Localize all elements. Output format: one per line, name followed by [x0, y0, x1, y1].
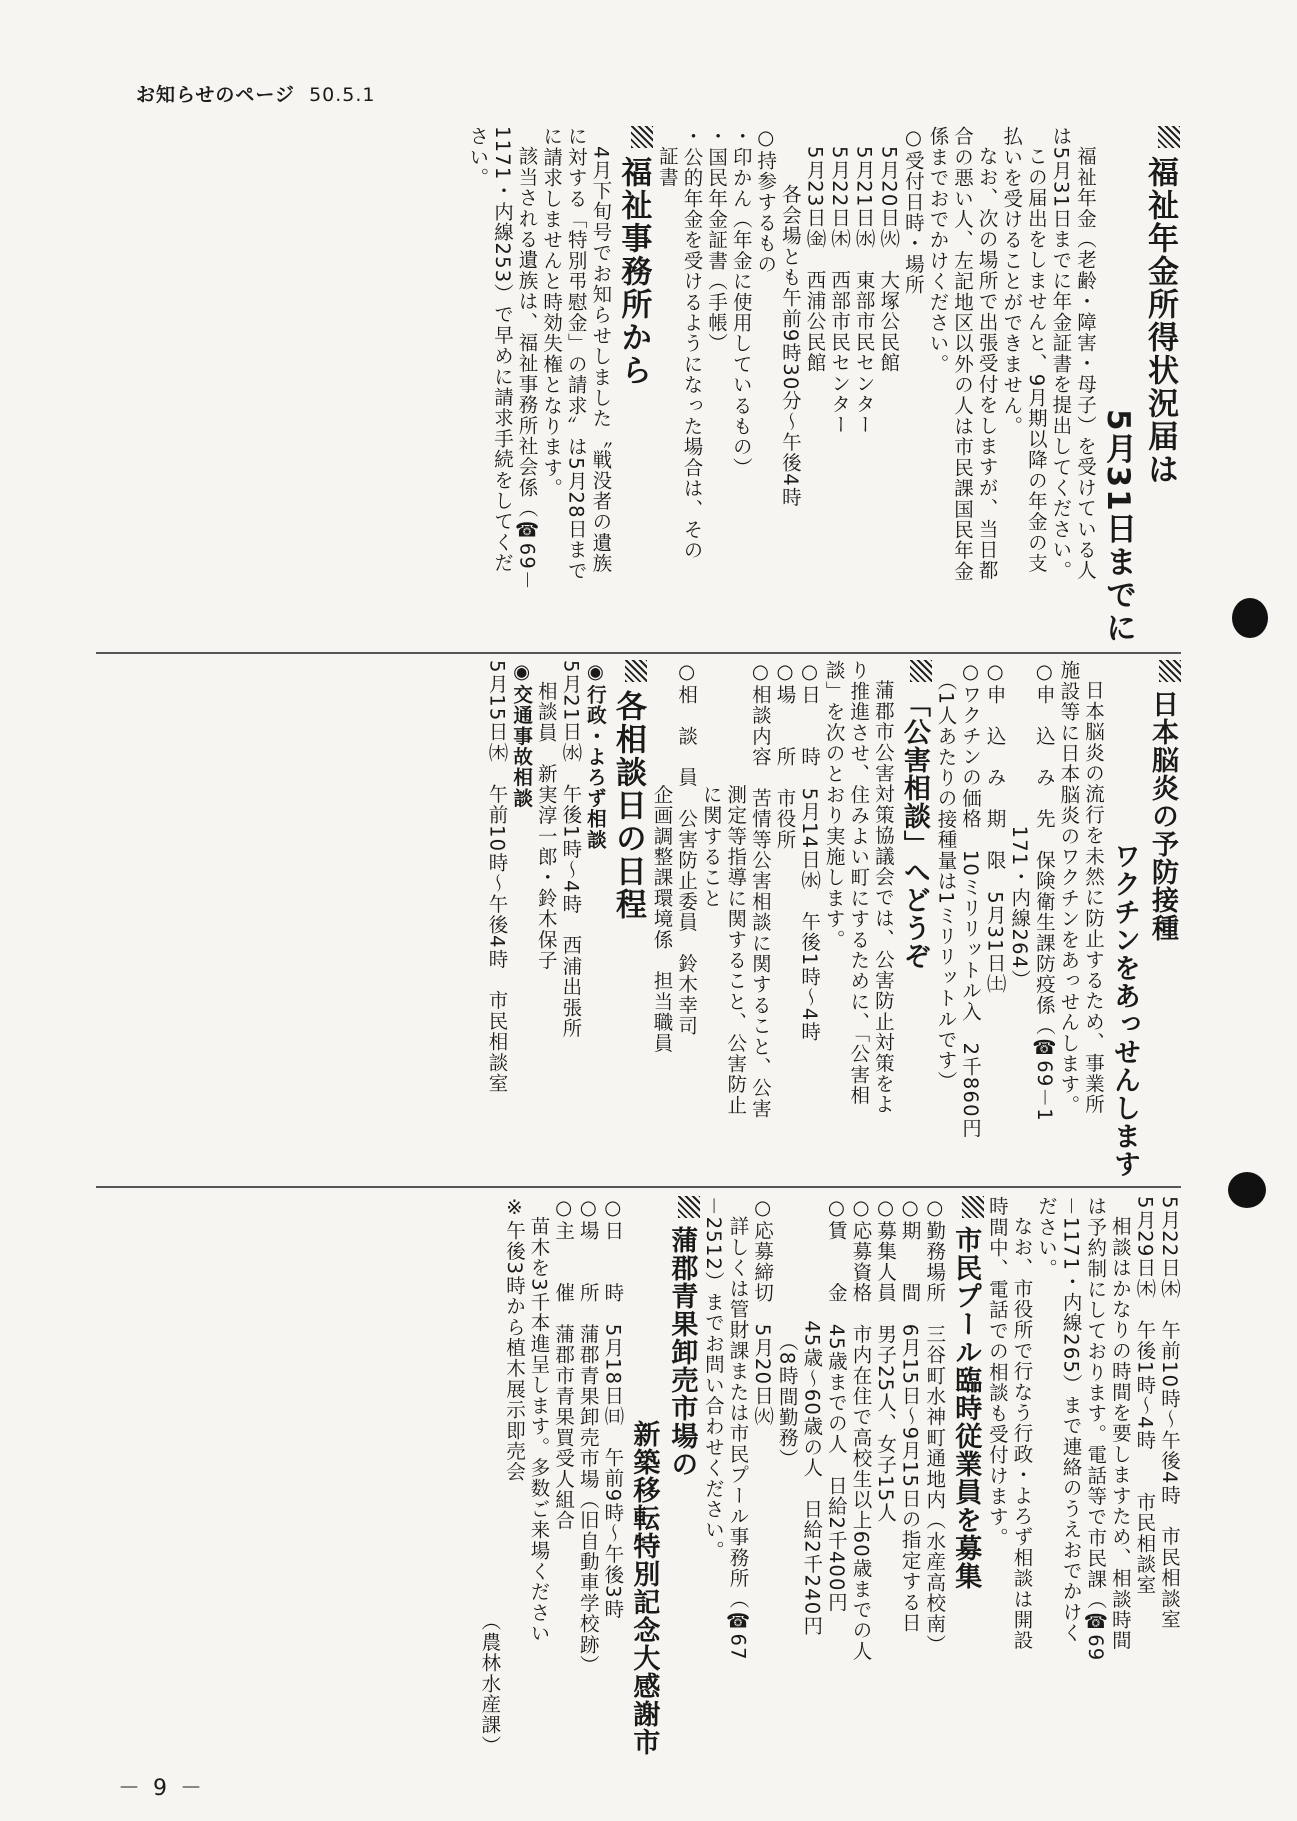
nenkin-item-2: ・公的年金を受けるようになった場合は、その [680, 126, 704, 561]
nouen-line-0: ○申 込 み 先 保険衛生課防疫係（☎69－1 [1032, 660, 1056, 1122]
page-header [136, 80, 376, 107]
hatch-mark-icon [625, 660, 647, 682]
hatch-mark-icon [910, 660, 932, 682]
nenkin-title-1: 福祉年金所得状況届は [1139, 126, 1181, 645]
nouen-body-0: 日本脳炎の流行を未然に防止するため、事業所 [1082, 679, 1105, 1115]
nenkin-schedule-2: 5月22日㈭ 西部市民センター [828, 145, 852, 435]
divider-top [96, 652, 1181, 654]
kougai-body-1: り推進させ、住みよい町にするために、「公害相 [847, 660, 871, 1106]
nouen-title-1: 日本脳炎の予防接種 [1143, 660, 1181, 1178]
nenkin-body-6: 係までおでかけください。 [926, 126, 950, 375]
seika-title-1: 蒲郡青果卸売市場の [662, 1196, 700, 1756]
hatch-mark-icon [678, 1196, 700, 1218]
hatch-mark-icon [1159, 660, 1181, 682]
nenkin-hours: 各会場とも午前9時30分～午後4時 [778, 184, 802, 508]
divider-bottom [96, 1186, 1181, 1188]
pool-line-1: ○期 間 6月15日～9月15日の指定する日 [898, 1196, 922, 1634]
punch-hole-top [1232, 598, 1268, 638]
soudan-koutsu-2: 5月29日㈭ 午後1時～4時 市民相談室 [1133, 1196, 1157, 1596]
kougai-line-5: ○相 談 員 公害防止委員 鈴木幸司 [675, 660, 699, 1037]
soudan-note-5: 時間中、電話での相談も受付けます。 [985, 1196, 1009, 1548]
nenkin-schedule-1: 5月21日㈬ 東部市民センター [852, 145, 876, 435]
soudan-koutsu-head: ◉交通事故相談 [510, 660, 534, 809]
pool-line-6: （8時間勤務） [775, 1196, 799, 1469]
pool-line-3: ○応募資格 市内在住で高校生以上60歳までの人 [849, 1196, 873, 1662]
nenkin-items-head: ○持参するもの [754, 126, 778, 275]
page-number: － 9 － [118, 1776, 205, 1801]
band-soudan-pool-seika [96, 1196, 1181, 1756]
nenkin-body-2: この届出をしませんと、9月期以降の年金の支 [1024, 145, 1048, 574]
nenkin-uketsuke-head: ○受付日時・場所 [901, 126, 925, 296]
pool-line-5: 45歳～60歳の人 日給2千240円 [800, 1196, 824, 1637]
kougai-line-1: ○場 所 市役所 [773, 660, 797, 850]
header-title: お知らせのページ [136, 84, 296, 106]
nenkin-item-0: ・印かん（年金に使用しているもの） [729, 126, 753, 478]
nenkin-body-0: 福祉年金（老齢・障害・母子）を受けている人 [1074, 145, 1097, 581]
seika-line-4: ※午後3時から植木展示即売会 [502, 1196, 526, 1483]
hatch-mark-icon [962, 1196, 984, 1218]
punch-hole-bottom [1228, 1172, 1266, 1208]
kougai-line-6: 企画調整課環境係 担当職員 [650, 660, 674, 1054]
nenkin-body-1: は5月31日までに年金証書を提出してください。 [1049, 126, 1073, 581]
seika-title-2: 新築移転特別記念大感謝市 [628, 1420, 660, 1756]
fukushi-body-3: 該当される遺族は、福祉事務所社会係（☎69－ [515, 145, 539, 591]
soudan-gyousei-0: 5月21日㈬ 午後1時～4時 西浦出張所 [559, 660, 583, 1039]
soudan-note-0: 相談はかなりの時間を要しますため、相談時間 [1108, 1215, 1132, 1651]
pool-line-4: ○賃 金 45歳までの人 日給2千400円 [824, 1196, 848, 1613]
nenkin-item-3: 証書 [655, 145, 679, 187]
seika-line-1: ○場 所 蒲郡青果卸売市場（旧自動車学校跡） [576, 1196, 600, 1676]
soudan-koutsu-1: 5月22日㈭ 午前10時～午後4時 市民相談室 [1158, 1196, 1181, 1630]
band-nouen-kougai-soudan [96, 660, 1181, 1178]
header-date: 50.5.1 [309, 84, 376, 106]
seika-credit: （農林水産課） [478, 1611, 502, 1756]
seika-line-3: 苗木を3千本進呈します。多数ご来場ください [527, 1215, 551, 1644]
kougai-body-2: 談」を次のとおり実施します。 [822, 660, 846, 950]
kougai-line-2: ○相談内容 苦情等公害相談に関すること、公害 [748, 660, 772, 1119]
nouen-line-2: ○申 込 み 期 限 5月31日㈯ [983, 660, 1007, 995]
fukushi-body-5: さい。 [466, 126, 490, 189]
pool-line-2: ○募集人員 男子25人、女子15人 [874, 1196, 898, 1524]
nouen-line-3: ○ワクチンの価格 10ミリリットル入 2千860円 [959, 660, 983, 1139]
fukushi-body-2: に請求しませんと時効失権となります。 [540, 126, 564, 499]
nouen-title-2: ワクチンをあっせんします [1109, 842, 1140, 1178]
nouen-body-1: 施設等に日本脳炎のワクチンをあっせんします。 [1057, 660, 1081, 1116]
fukushi-title: 福祉事務所から [612, 126, 654, 645]
kougai-line-3: 測定等指導に関すること、公害防止 [724, 660, 748, 1116]
soudan-note-2: －1171・内線265）まで連絡のうえおでかけく [1059, 1196, 1083, 1644]
soudan-gyousei-head: ◉行政・よろず相談 [583, 660, 607, 850]
soudan-gyousei-1: 相談員 新実淳一郎・鈴木保子 [534, 660, 558, 971]
nouen-line-1: 171・内線264） [1008, 660, 1032, 991]
seika-line-2: ○主 催 蒲郡市青果買受人組合 [552, 1196, 576, 1531]
nenkin-body-3: 払いを受けることができません。 [1000, 126, 1024, 437]
nenkin-item-1: ・国民年金証書（手帳） [705, 126, 729, 354]
fukushi-body-1: に対する「特別弔慰金」の請求〟は5月28日まで [564, 126, 588, 581]
pool-line-0: ○勤務場所 三谷町水神町通地内（水産高校南） [923, 1196, 947, 1655]
pool-title: 市民プール臨時従業員を募集 [946, 1196, 984, 1756]
nenkin-schedule-0: 5月20日㈫ 大塚公民館 [877, 145, 901, 373]
pool-line-7: ○応募締切 5月20日㈫ [751, 1196, 775, 1427]
soudan-note-3: ださい。 [1035, 1196, 1059, 1279]
nenkin-body-5: 合の悪い人、左記地区以外の人は市民課国民年金 [951, 126, 975, 582]
pool-line-9: －2512）までお問い合わせください。 [701, 1196, 725, 1561]
fukushi-body-0: 4月下旬号でお知らせしました〝戦没者の遺族 [589, 145, 613, 574]
fukushi-body-4: 1171・内線253）で早めに請求手続をしてくだ [490, 126, 514, 574]
nenkin-schedule-3: 5月23日㈮ 西浦公民館 [803, 145, 827, 373]
nouen-line-4: （1人あたりの接種量は1ミリリットルです） [934, 660, 958, 1092]
hatch-mark-icon [1158, 126, 1180, 148]
soudan-note-1: は予約制にしております。電話等で市民課（☎69 [1084, 1196, 1108, 1662]
kougai-body-0: 蒲郡市公害対策協議会では、公害防止対策をよ [871, 679, 895, 1115]
kougai-line-4: に関すること [699, 660, 723, 909]
nenkin-body-4: なお、次の場所で出張受付をしますが、当日都 [975, 145, 999, 581]
nenkin-title-2: 5月31日までに [1100, 409, 1136, 645]
hatch-mark-icon [631, 126, 653, 148]
soudan-note-4: なお、市役所で行なう行政・よろず相談は開設 [1010, 1215, 1034, 1651]
kougai-title: 「公害相談」へどうぞ [895, 660, 933, 1178]
kougai-line-0: ○日 時 5月14日㈬ 午後1時～4時 [798, 660, 822, 1043]
pool-line-8: 詳しくは管財課または市民プール事務所（☎67 [726, 1215, 750, 1661]
soudan-title: 各相談日の日程 [607, 660, 649, 1178]
seika-line-0: ○日 時 5月18日㈰ 午前9時～午後3時 [601, 1196, 625, 1620]
soudan-koutsu-0: 5月15日㈭ 午前10時～午後4時 市民相談室 [485, 660, 509, 1094]
band-nenkin-fukushi [96, 126, 1181, 645]
